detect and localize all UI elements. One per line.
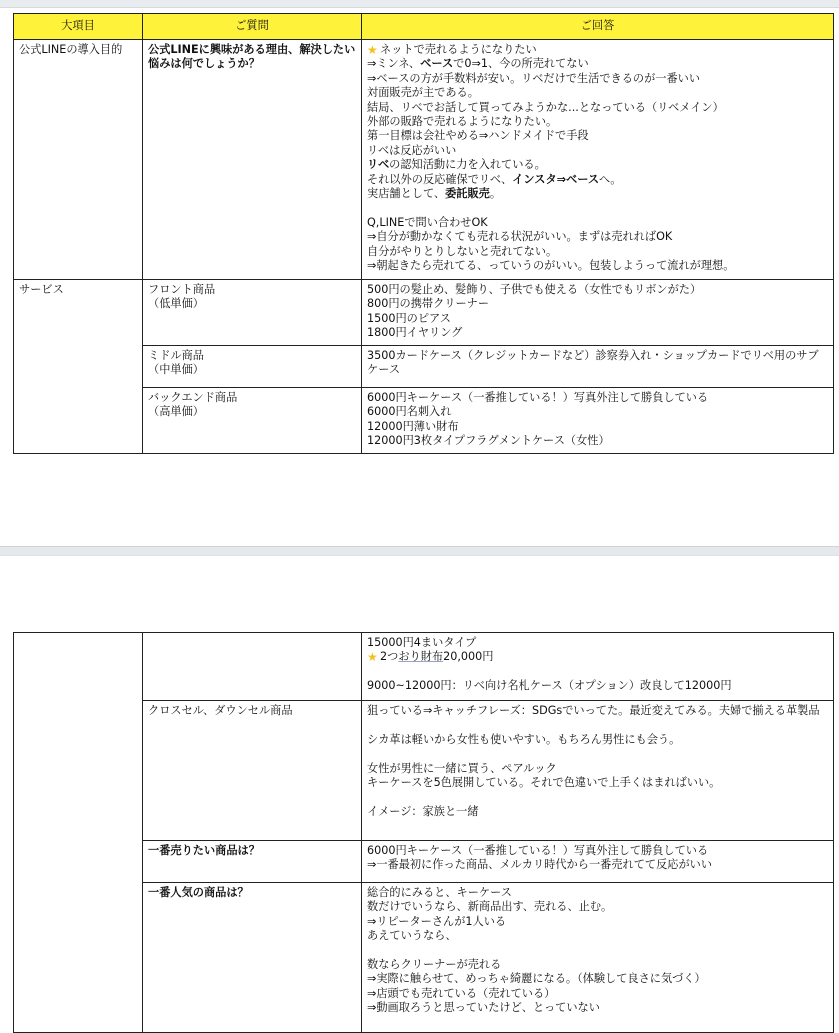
question-best-sell: 一番売りたい商品は？ [143, 841, 362, 883]
answer-best-sell: 6000円キーケース（一番推している！）写真外注して勝負している ⇒一番最初に作った商品、メルカリ時代から一番売れてて反応がいい [362, 841, 834, 883]
answer-front: 500円の髪止め、髪飾り、子供でも使える（女性でもリボンがた） 800円の携帯クリーナー 1500円のピアス 1800円イヤリング [362, 280, 834, 346]
answer-cross: 狙っている⇒キャッチフレーズ：SDGsでいってた。最近変えてみる。夫婦で揃える革製品 シカ革は軽いから女性も使いやすい。もちろん男性にも会う。 女性が男性に一緒に買う、ペアルック キーケースを5色展開している。それで色違いで上手くはまればいい。 イメージ：家族と一緒 [362, 701, 834, 841]
hearing-table-page2 [13, 632, 834, 1033]
page-break [0, 546, 839, 556]
answer-purpose: ★ ネットで売れるようになりたい ⇒ミンネ、ベースで0⇒1、今の所売れてない ⇒ベースの方が手数料が安い。リベだけで生活できるのが一番いい 対面販売が主である。 結局、リベでお話して買ってみようかな...となっている（リベメイン） 外部の販路で売れるようになりたい。 第一目標は会社やめる⇒ハンドメイドで手段 リベは反応がいい リベの認知活動に力を入れている。 それ以外の反応確保でリベ、インスタ⇒ベースへ。 実店舗として、委託販売。 Q,LINEで問い合わせOK ⇒自分が動かなくても売れる状況がいい。まずは売れればOK 自分がやりとりしないと売れてない。 ⇒朝起きたら売れてる、っていうのがいい。包装しようって流れが理想。 [362, 40, 834, 280]
header-answer: ご回答 [362, 14, 834, 40]
star-icon: ★ [367, 43, 378, 57]
header-question: ご質問 [143, 14, 362, 40]
answer-popular: 総合的にみると、キーケース 数だけでいうなら、新商品出す、売れる、止む。 ⇒リピーターさんが1人いる あえていうなら、 数ならクリーナーが売れる ⇒実際に触らせて、めっちゃ綺麗になる。（体験して良さに気づく） ⇒店頭でも売れている（売れている） ⇒動画取ろうと思っていたけど、とっていない [362, 883, 834, 1033]
header-category: 大項目 [14, 14, 143, 40]
category-purpose: 公式LINEの導入目的 [14, 40, 143, 280]
question-backend: バックエンド商品 （高単価） [143, 388, 362, 454]
table-row-front [14, 280, 834, 346]
hearing-table-page1 [13, 13, 834, 454]
question-middle: ミドル商品 （中単価） [143, 346, 362, 388]
category-service: サービス [14, 280, 143, 454]
answer-middle: 3500カードケース（クレジットカードなど）診察券入れ・ショップカードでリベ用のサブケース [362, 346, 834, 388]
answer-backend-cont: 15000円4まいタイプ ★ 2つおり財布20,000円 9000~12000円：リベ向け名札ケース（オプション）改良して12000円 [362, 633, 834, 701]
question-backend-cont [143, 633, 362, 701]
star-icon: ★ [367, 650, 378, 665]
answer-backend: 6000円キーケース（一番推している！）写真外注して勝負している 6000円名刺入れ 12000円薄い財布 12000円3枚タイプフラグメントケース（女性） [362, 388, 834, 454]
question-popular: 一番人気の商品は？ [143, 883, 362, 1033]
question-cross: クロスセル、ダウンセル商品 [143, 701, 362, 841]
table-row-purpose [14, 40, 834, 280]
page-edge-top [0, 0, 839, 8]
question-purpose: 公式LINEに興味がある理由、解決したい悩みは何でしょうか？ [143, 40, 362, 280]
question-front: フロント商品 （低単価） [143, 280, 362, 346]
table-header-row [14, 14, 834, 40]
table-row-backend-cont [14, 633, 834, 701]
category-service-cont [14, 633, 143, 1033]
